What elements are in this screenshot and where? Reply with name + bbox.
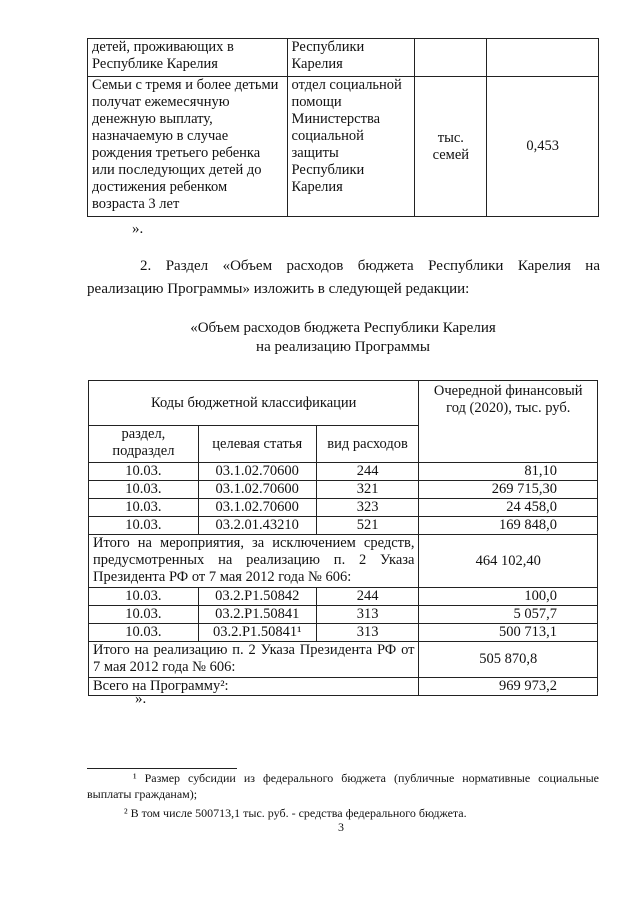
cell-amount: 5 057,7 [419,606,598,624]
cell-expense: 313 [316,606,419,624]
cell-expense: 244 [316,463,419,481]
header-target: целевая статья [198,426,316,463]
footnote-1-line-1: ¹ Размер субсидии из федерального бюджета (публичные нормативные социальные [133,771,599,785]
table-row [89,606,598,624]
cell-amount: 500 713,1 [419,624,598,642]
cell-amount: 100,0 [419,588,598,606]
section-2-line-1: 2. Раздел «Объем расходов бюджета Республики Карелия на [140,258,600,274]
table-row [89,481,598,499]
cell-amount: 24 458,0 [419,499,598,517]
cell-expense: 244 [316,588,419,606]
subtotal-label [89,642,419,678]
table-cell: 0,453 [487,77,599,217]
table-row [88,39,599,77]
cell-target: 03.1.02.70600 [198,499,316,517]
cell-target: 03.2.Р1.50842 [198,588,316,606]
cell-expense: 521 [316,517,419,535]
cell-section: 10.03. [89,481,199,499]
budget-heading-line-2: на реализацию Программы [256,339,430,355]
subtotal-row [89,535,598,588]
cell-section: 10.03. [89,588,199,606]
closing-quote: ». [132,221,144,237]
table-row [89,499,598,517]
cell-target: 03.1.02.70600 [198,463,316,481]
cell-expense: 323 [316,499,419,517]
cell-amount: 81,10 [419,463,598,481]
subtotal-label-line: предусмотренных на реализацию п. 2 Указа [93,552,415,568]
table-cell: Семьи с тремя и более детьми получат ежемесячную денежную выплату, назначаемую в случае рождения третьего ребенка или последующих детей до достижения ребенком возраста 3 лет [88,77,288,217]
table-cell [487,39,599,77]
cell-expense: 313 [316,624,419,642]
header-codes: Коды бюджетной классификации [89,381,419,426]
table-cell: отдел социальной помощи Министерства социальной защиты Республики Карелия [287,77,415,217]
subtotal-label-line: Президента РФ от 7 мая 2012 года № 606: [93,569,352,585]
cell-expense: 321 [316,481,419,499]
cell-section: 10.03. [89,499,199,517]
table-cell: детей, проживающих в Республике Карелия [88,39,288,77]
table-row [89,624,598,642]
cell-target: 03.2.Р1.50841 [198,606,316,624]
subtotal-amount: 464 102,40 [419,535,598,588]
cell-section: 10.03. [89,624,199,642]
footnote-divider [87,768,237,769]
header-amount: Очередной финансовый год (2020), тыс. руб. [419,381,598,463]
total-label: Всего на Программу²: [89,678,419,696]
cell-section: 10.03. [89,517,199,535]
table-cell [415,39,487,77]
header-section: раздел, подраздел [89,426,199,463]
subtotal-row [89,642,598,678]
measures-table [87,38,599,217]
closing-quote: ». [135,691,147,707]
page-number: 3 [338,820,344,834]
budget-table [88,380,598,696]
subtotal-amount: 505 870,8 [419,642,598,678]
table-cell: тыс. семей [415,77,487,217]
cell-amount: 169 848,0 [419,517,598,535]
subtotal-label-line: Итого на реализацию п. 2 Указа Президента РФ от [93,642,415,658]
header-expense: вид расходов [316,426,419,463]
total-row [89,678,598,696]
table-row [89,588,598,606]
footnote-2: ² В том числе 500713,1 тыс. руб. - средства федерального бюджета. [124,806,467,820]
total-amount: 969 973,2 [419,678,598,696]
footnote-1-line-2: выплаты гражданам); [87,787,198,801]
cell-target: 03.1.02.70600 [198,481,316,499]
table-header-row [89,381,598,426]
budget-heading-line-1: «Объем расходов бюджета Республики Карелия [190,320,496,336]
subtotal-label-line: 7 мая 2012 года № 606: [93,659,236,675]
cell-section: 10.03. [89,606,199,624]
table-row [89,463,598,481]
cell-amount: 269 715,30 [419,481,598,499]
cell-target: 03.2.01.43210 [198,517,316,535]
subtotal-label [89,535,419,588]
section-2-line-2: реализацию Программы» изложить в следующей редакции: [87,281,470,297]
table-row [89,517,598,535]
cell-target: 03.2.Р1.50841¹ [198,624,316,642]
cell-section: 10.03. [89,463,199,481]
table-row [88,77,599,217]
subtotal-label-line: Итого на мероприятия, за исключением средств, [93,535,415,551]
table-cell: Республики Карелия [287,39,415,77]
